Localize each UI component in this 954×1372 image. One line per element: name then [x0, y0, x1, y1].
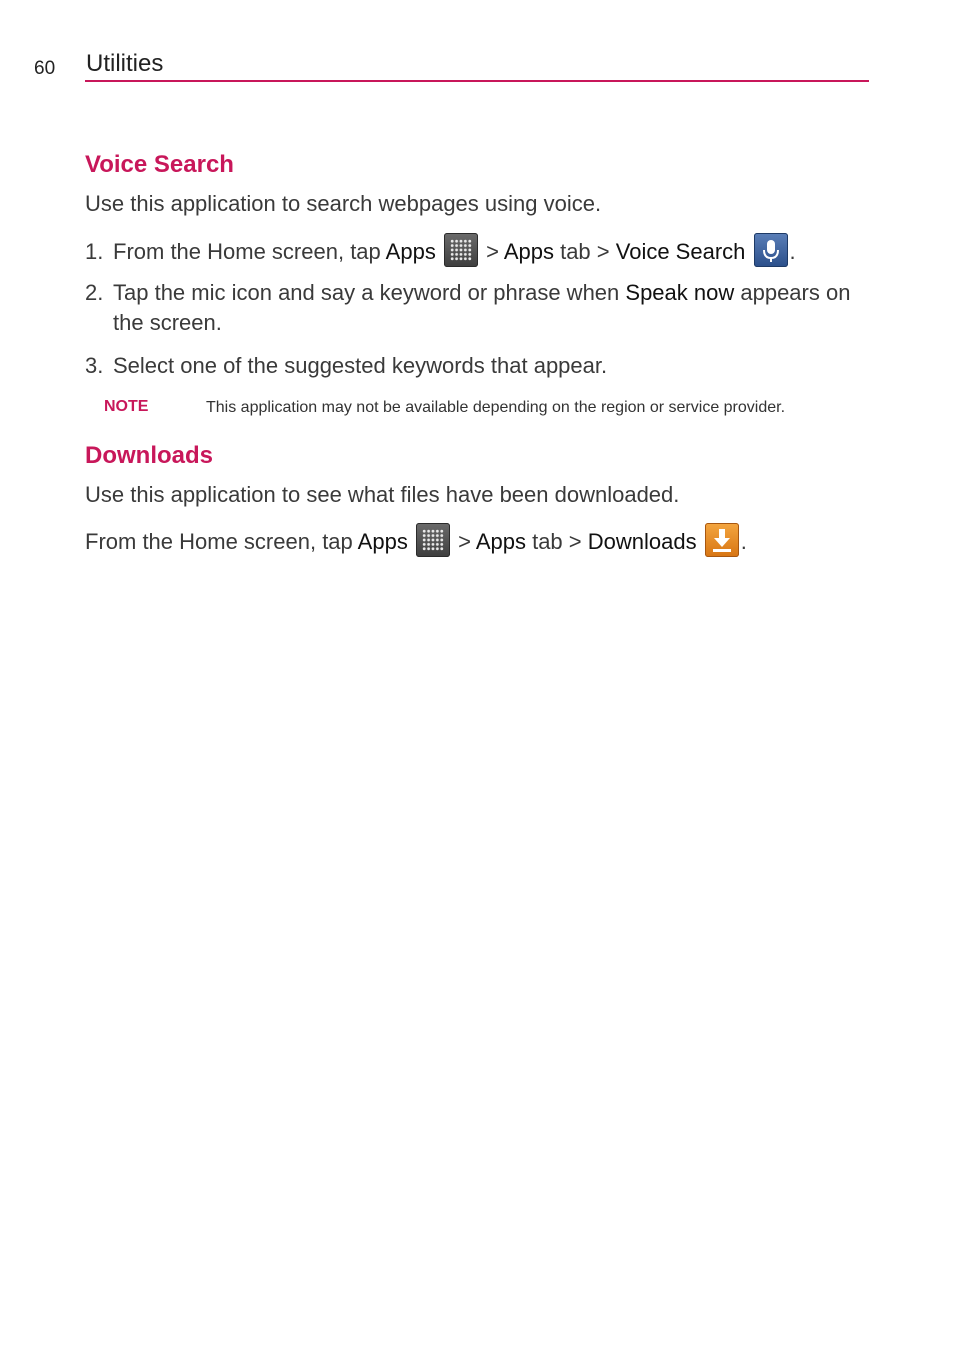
- step-text: Tap the mic icon and say a keyword or phrase when: [113, 280, 626, 305]
- apps-label: Apps: [385, 239, 436, 264]
- tab-text: tab >: [553, 239, 616, 264]
- step-text: Select one of the suggested keywords that appear.: [113, 353, 608, 378]
- separator: >: [479, 239, 504, 264]
- voice-search-heading: Voice Search: [85, 151, 234, 178]
- downloads-intro: Use this application to see what files have been downloaded.: [85, 482, 680, 507]
- note-label: NOTE: [104, 398, 149, 415]
- separator: >: [451, 529, 476, 554]
- step-number: 3.: [85, 353, 104, 378]
- voice-search-intro: Use this application to search webpages using voice.: [85, 191, 602, 216]
- apps-tab-label: Apps: [503, 239, 554, 264]
- note-text: This application may not be available depending on the region or service provider.: [206, 399, 786, 416]
- step-text: From the Home screen, tap: [113, 239, 386, 264]
- voice-search-step-3: [85, 351, 875, 381]
- instruction-text: From the Home screen, tap: [85, 529, 358, 554]
- apps-label: Apps: [357, 529, 408, 554]
- step-end: .: [789, 239, 796, 264]
- downloads-instruction: [85, 529, 747, 557]
- running-title: Utilities: [86, 50, 164, 77]
- step-number: 2.: [85, 280, 104, 305]
- microphone-icon: [754, 233, 788, 267]
- downloads-heading: Downloads: [85, 442, 214, 469]
- step-text-post: appears on the screen.: [113, 280, 851, 335]
- voice-search-step-2: [85, 278, 875, 338]
- step-number: 1.: [85, 239, 104, 264]
- instruction-end: .: [740, 529, 747, 554]
- apps-grid-icon: [416, 523, 450, 557]
- page-number: 60: [34, 58, 56, 79]
- voice-search-label: Voice Search: [615, 239, 746, 264]
- downloads-label: Downloads: [587, 529, 697, 554]
- header-rule: [85, 80, 869, 82]
- apps-grid-icon: [444, 233, 478, 267]
- download-arrow-icon: [705, 523, 739, 557]
- speak-now-label: Speak now: [625, 280, 735, 305]
- tab-text: tab >: [525, 529, 588, 554]
- voice-search-step-1: [85, 237, 875, 267]
- apps-tab-label: Apps: [475, 529, 526, 554]
